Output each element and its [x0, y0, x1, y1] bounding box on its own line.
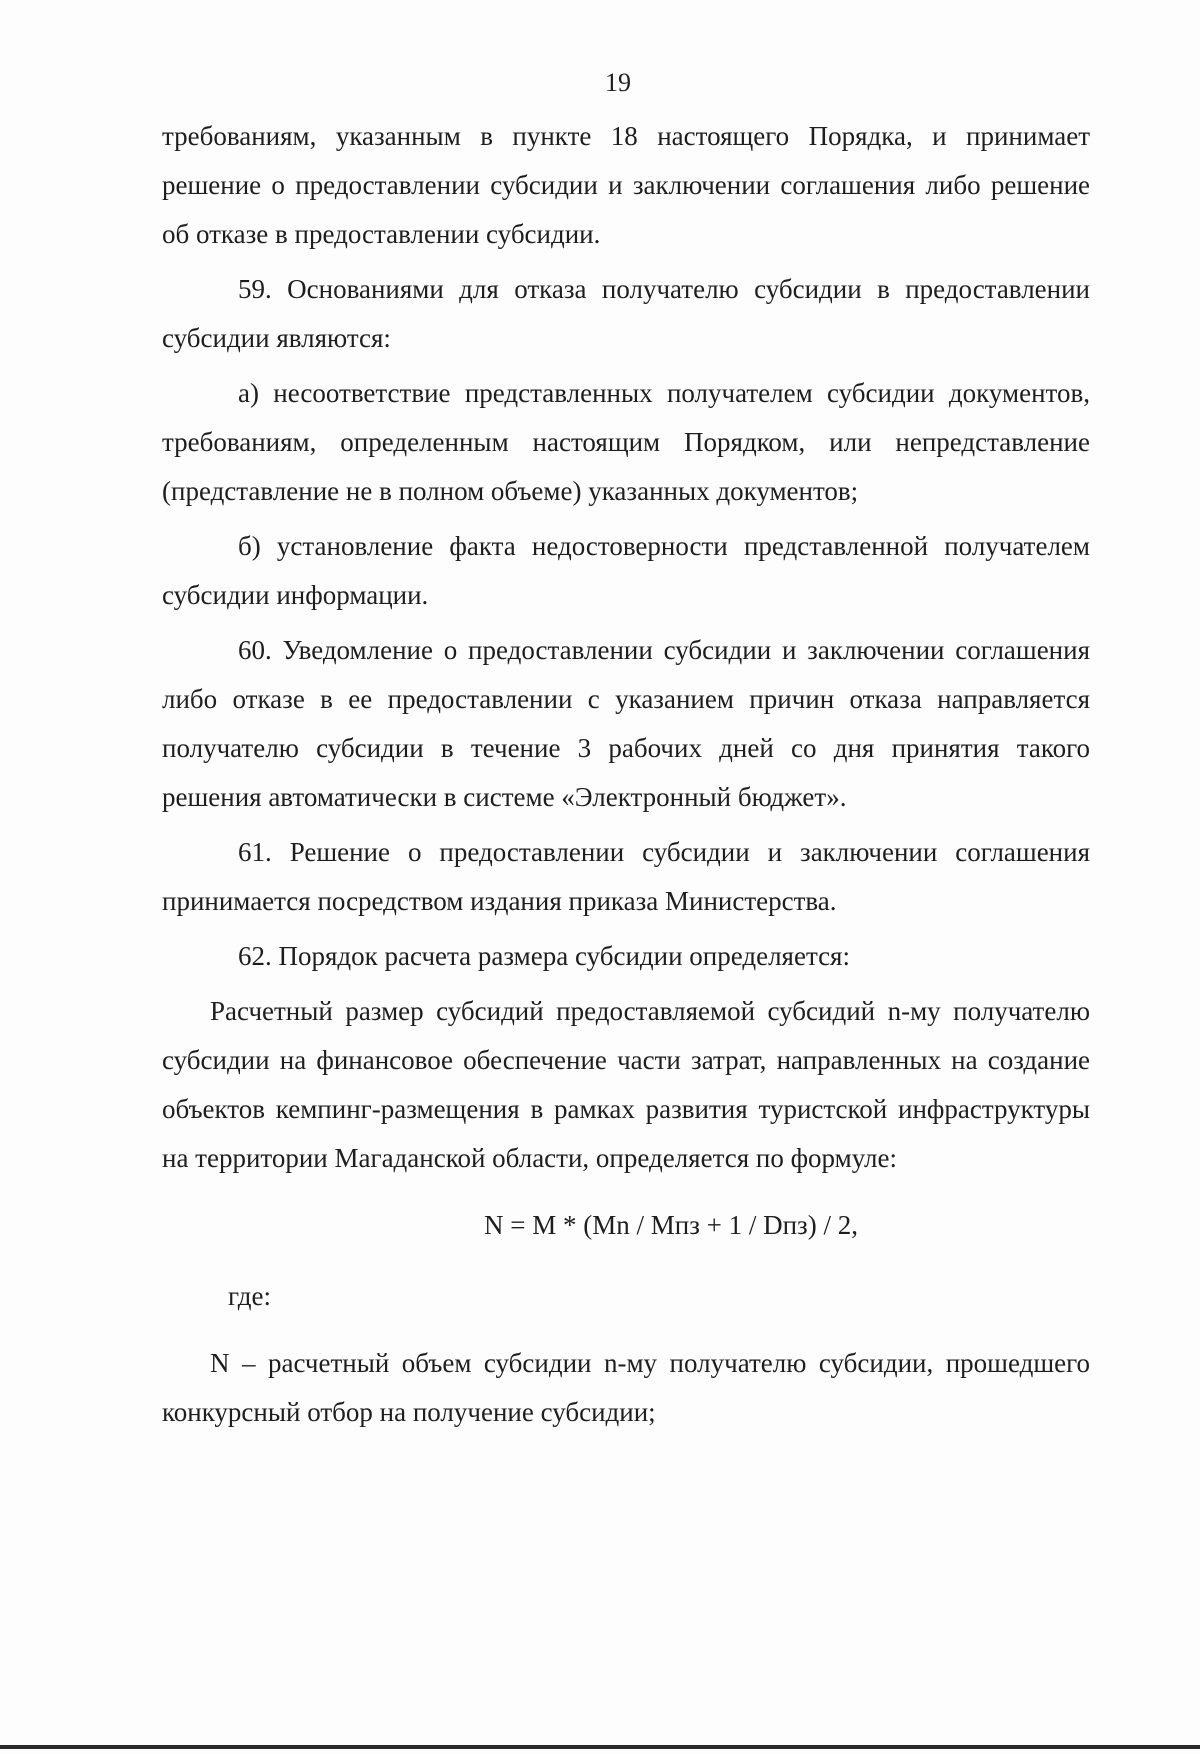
paragraph-62: 62. Порядок расчета размера субсидии определяется: [238, 941, 850, 971]
paragraph-62-body: Расчетный размер субсидий предоставляемой субсидий n-му получателю субсидии на финансовое обеспечение части затрат, направленных на создание объектов кемпинг-размещения в рамках развития туристской инфраструктуры на территории Магаданской области, определяется по формуле: [162, 996, 1090, 1173]
document-body [162, 112, 1090, 1443]
paragraph-61: 61. Решение о предоставлении субсидии и заключении соглашения принимается посредством издания приказа Министерства. [162, 837, 1090, 916]
scan-bottom-edge [0, 1745, 1200, 1749]
paragraph-60: 60. Уведомление о предоставлении субсидии и заключении соглашения либо отказе в ее предоставлении с указанием причин отказа направляется получателю субсидии в течение 3 рабочих дней со дня принятия такого решения автоматически в системе «Электронный бюджет». [162, 635, 1090, 812]
paragraph-59-b: б) установление факта недостоверности представленной получателем субсидии информации. [162, 531, 1090, 610]
paragraph-continuation: требованиям, указанным в пункте 18 настоящего Порядка, и принимает решение о предоставлении субсидии и заключении соглашения либо решение об отказе в предоставлении субсидии. [162, 121, 1090, 249]
page-number: 19 [605, 68, 631, 97]
subsidy-formula: N = M * (Mn / Mпз + 1 / Dпз) / 2, [484, 1210, 858, 1240]
definition-n: N – расчетный объем субсидии n-му получателю субсидии, прошедшего конкурсный отбор на получение субсидии; [162, 1348, 1090, 1427]
where-label: где: [228, 1281, 271, 1311]
paragraph-59-a: а) несоответствие представленных получателем субсидии документов, требованиям, определенным настоящим Порядком, или непредставление (представление не в полном объеме) указанных документов; [162, 378, 1090, 506]
paragraph-59: 59. Основаниями для отказа получателю субсидии в предоставлении субсидии являются: [162, 274, 1090, 353]
